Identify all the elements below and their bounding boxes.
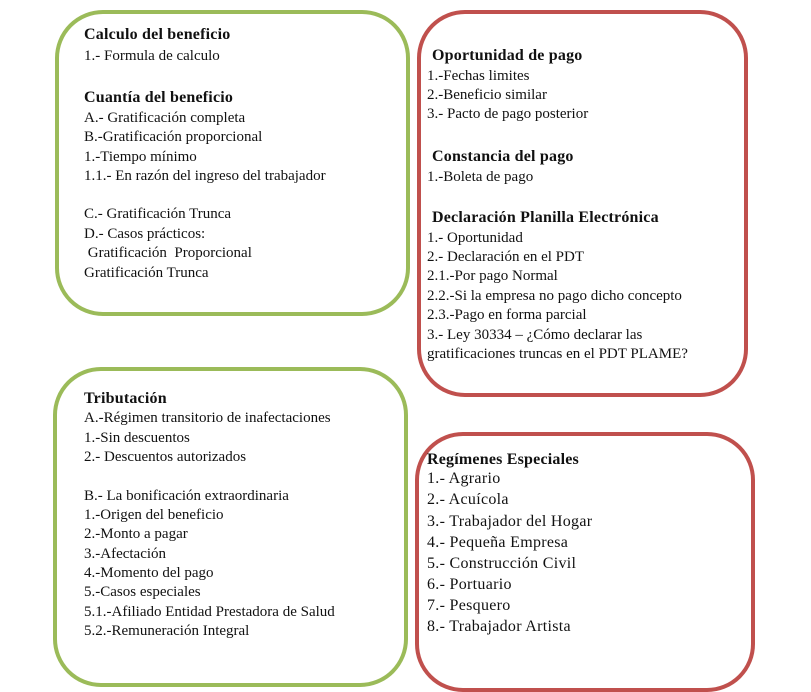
list-item: 1.-Origen del beneficio bbox=[84, 507, 224, 523]
list-item: 1.1.- En razón del ingreso del trabajador bbox=[84, 168, 326, 184]
list-item: 1.- Agrario bbox=[427, 470, 501, 487]
list-item: 2.2.-Si la empresa no pago dicho concepto bbox=[427, 288, 682, 304]
list-item: 5.- Construcción Civil bbox=[427, 555, 577, 572]
list-item: A.- Gratificación completa bbox=[84, 110, 246, 126]
list-item: 1.-Tiempo mínimo bbox=[84, 149, 197, 165]
list-item: 5.-Casos especiales bbox=[84, 584, 201, 600]
list-item: Gratificación Trunca bbox=[84, 265, 209, 281]
list-item: 5.2.-Remuneración Integral bbox=[84, 623, 250, 639]
cuantia-heading: Cuantía del beneficio bbox=[84, 89, 234, 106]
list-item: D.- Casos prácticos: bbox=[84, 226, 206, 242]
list-item: 3.-Afectación bbox=[84, 546, 167, 562]
list-item: C.- Gratificación Trunca bbox=[84, 206, 232, 222]
list-item: 2.- Acuícola bbox=[427, 491, 509, 508]
list-item: 8.- Trabajador Artista bbox=[427, 618, 571, 635]
list-item: 3.- Ley 30334 – ¿Cómo declarar las bbox=[427, 327, 643, 343]
list-item: Gratificación Proporcional bbox=[84, 245, 252, 261]
list-item: 5.1.-Afiliado Entidad Prestadora de Salud bbox=[84, 604, 335, 620]
calculo-heading: Calculo del beneficio bbox=[84, 26, 231, 43]
list-item: B.- La bonificación extraordinaria bbox=[84, 488, 289, 504]
constancia-heading: Constancia del pago bbox=[432, 148, 574, 165]
list-item: 2.-Monto a pagar bbox=[84, 526, 188, 542]
list-item: 4.-Momento del pago bbox=[84, 565, 214, 581]
list-item: B.-Gratificación proporcional bbox=[84, 129, 263, 145]
list-item: gratificaciones truncas en el PDT PLAME? bbox=[427, 346, 688, 362]
list-item: 1.-Sin descuentos bbox=[84, 430, 190, 446]
declaracion-heading: Declaración Planilla Electrónica bbox=[432, 209, 659, 226]
list-item: 4.- Pequeña Empresa bbox=[427, 534, 569, 551]
oportunidad-heading: Oportunidad de pago bbox=[432, 47, 583, 64]
list-item: 2.- Descuentos autorizados bbox=[84, 449, 247, 465]
list-item: 6.- Portuario bbox=[427, 576, 512, 593]
tributacion-heading: Tributación bbox=[84, 390, 167, 407]
list-item: 7.- Pesquero bbox=[427, 597, 511, 614]
list-item: 2.1.-Por pago Normal bbox=[427, 268, 558, 284]
list-item: 2.- Declaración en el PDT bbox=[427, 249, 585, 265]
list-item: 3.- Pacto de pago posterior bbox=[427, 106, 589, 122]
list-item: 3.- Trabajador del Hogar bbox=[427, 513, 593, 530]
list-item: 1.- Oportunidad bbox=[427, 230, 523, 246]
list-item: 1.- Formula de calculo bbox=[84, 48, 220, 64]
list-item: 2.3.-Pago en forma parcial bbox=[427, 307, 587, 323]
list-item: 2.-Beneficio similar bbox=[427, 87, 547, 103]
regimenes-heading: Regímenes Especiales bbox=[427, 451, 579, 468]
list-item: 1.-Boleta de pago bbox=[427, 169, 534, 185]
list-item: A.-Régimen transitorio de inafectaciones bbox=[84, 410, 331, 426]
list-item: 1.-Fechas limites bbox=[427, 68, 530, 84]
